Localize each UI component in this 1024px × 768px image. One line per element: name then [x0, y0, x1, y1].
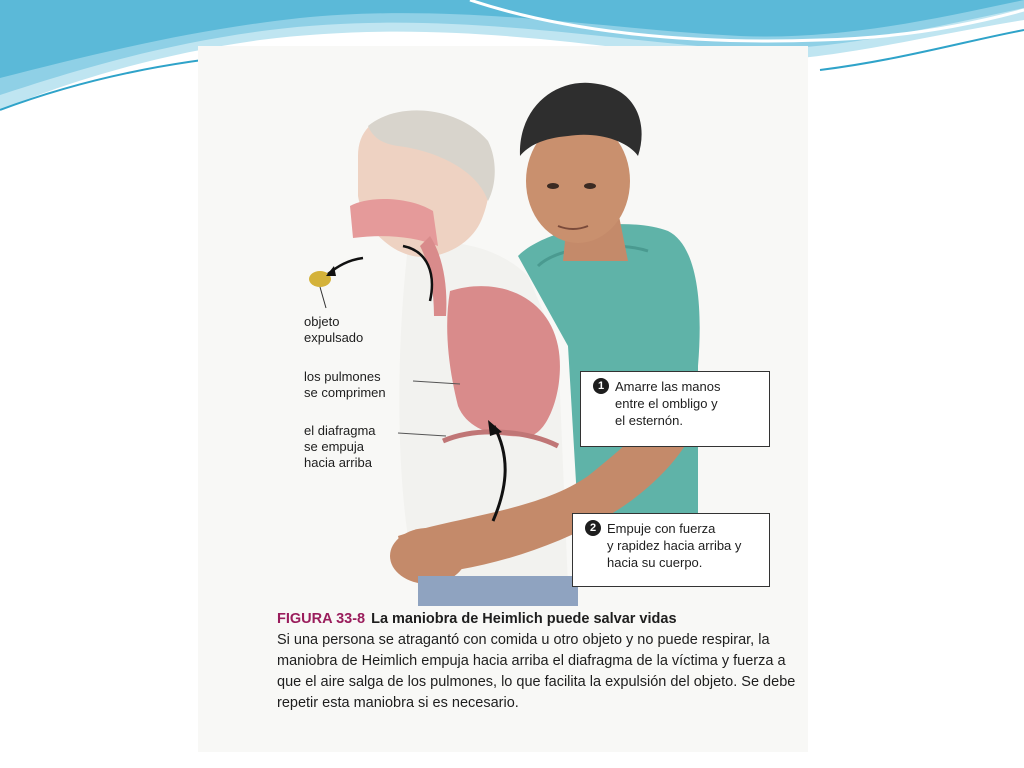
diaphragm-pushed-label: el diafragma se empuja hacia arriba	[304, 423, 376, 470]
step-2-text: Empuje con fuerza y rapidez hacia arriba y hacia su cuerpo.	[607, 521, 742, 570]
caption-heading: La maniobra de Heimlich puede salvar vidas	[371, 611, 677, 627]
step-1-callout	[580, 371, 770, 447]
figure-caption	[277, 609, 797, 714]
caption-title	[277, 609, 797, 629]
figure-panel	[198, 46, 808, 752]
step-2-callout	[572, 513, 770, 587]
lungs-compressed-label: los pulmones se comprimen	[304, 369, 386, 400]
caption-body: Si una persona se atragantó con comida u otro objeto y no puede respirar, la maniobra de Heimlich empuja hacia arriba el diafragma de la víctima y fuerza a que el aire salga de los pulmones, lo que facilita la expulsión del objeto. Se debe repetir esta maniobra si es necesario.	[277, 632, 796, 711]
figure-number: FIGURA 33-8	[277, 611, 366, 627]
expelled-object-label: objeto expulsado	[304, 314, 364, 345]
step-1-number: 1	[593, 378, 609, 394]
step-2-number: 2	[585, 520, 601, 536]
step-1-text: Amarre las manos entre el ombligo y el esternón.	[615, 379, 721, 428]
